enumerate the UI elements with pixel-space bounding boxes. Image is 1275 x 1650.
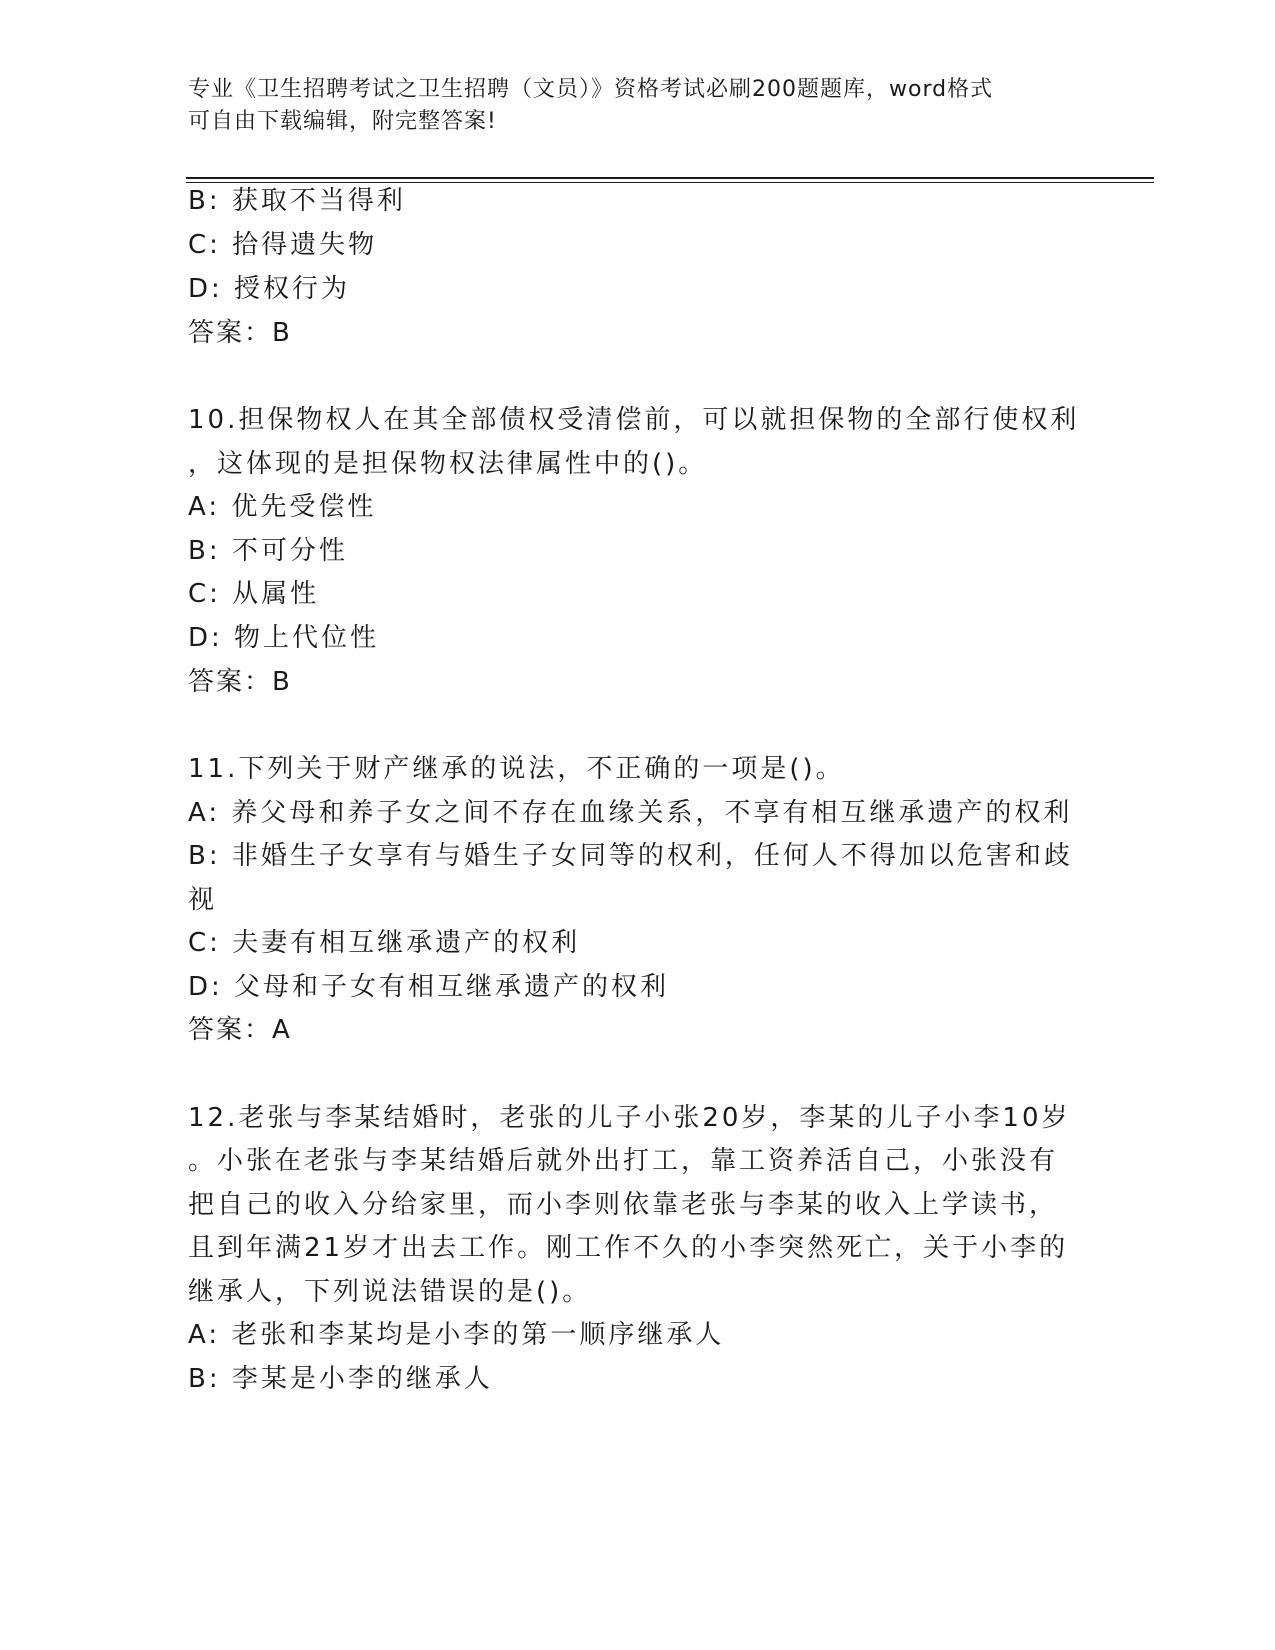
q9-answer: 答案：B — [188, 318, 292, 348]
q11-option-b-line-2: 视 — [188, 885, 218, 915]
document-header — [188, 74, 1088, 138]
q10-answer: 答案：B — [188, 667, 292, 697]
q11-answer: 答案：A — [188, 1015, 292, 1045]
q12-stem-line-1: 12.老张与李某结婚时，老张的儿子小张20岁，李某的儿子小李10岁 — [188, 1103, 1071, 1133]
q10-stem-line-1: 10.担保物权人在其全部债权受清偿前，可以就担保物的全部行使权利 — [188, 405, 1080, 435]
q12-stem-line-4: 且到年满21岁才出去工作。刚工作不久的小李突然死亡，关于小李的 — [188, 1233, 1069, 1263]
q9-option-d: D: 授权行为 — [188, 274, 351, 304]
q11-option-c: C: 夫妻有相互继承遗产的权利 — [188, 928, 581, 958]
q11-stem: 11.下列关于财产继承的说法，不正确的一项是()。 — [188, 754, 845, 784]
header-line-2: 可自由下载编辑，附完整答案! — [188, 109, 497, 134]
q11-option-a: A: 养父母和养子女之间不存在血缘关系，不享有相互继承遗产的权利 — [188, 798, 1073, 828]
q9-option-b: B: 获取不当得利 — [188, 186, 406, 216]
q10-stem-line-2: ，这体现的是担保物权法律属性中的()。 — [188, 449, 708, 479]
q10-option-a: A: 优先受偿性 — [188, 492, 377, 522]
q10-option-b: B: 不可分性 — [188, 536, 348, 566]
q12-stem-line-3: 把自己的收入分给家里，而小李则依靠老张与李某的收入上学读书， — [188, 1190, 1059, 1220]
q11-option-d: D: 父母和子女有相互继承遗产的权利 — [188, 972, 670, 1002]
q12-stem-line-2: 。小张在老张与李某结婚后就外出打工，靠工资养活自己，小张没有 — [188, 1146, 1059, 1176]
q10-option-c: C: 从属性 — [188, 579, 320, 609]
q11-option-b-line-1: B: 非婚生子女享有与婚生子女同等的权利，任何人不得加以危害和歧 — [188, 841, 1073, 871]
q12-option-a: A: 老张和李某均是小李的第一顺序继承人 — [188, 1320, 725, 1350]
q12-option-b: B: 李某是小李的继承人 — [188, 1364, 493, 1394]
q9-option-c: C: 拾得遗失物 — [188, 230, 378, 260]
q12-stem-line-5: 继承人，下列说法错误的是()。 — [188, 1277, 592, 1307]
header-divider-thick — [186, 177, 1154, 179]
header-divider-thin — [186, 182, 1154, 183]
header-line-1: 专业《卫生招聘考试之卫生招聘（文员）》资格考试必刷200题题库，word格式 — [188, 77, 994, 102]
q10-option-d: D: 物上代位性 — [188, 623, 380, 653]
